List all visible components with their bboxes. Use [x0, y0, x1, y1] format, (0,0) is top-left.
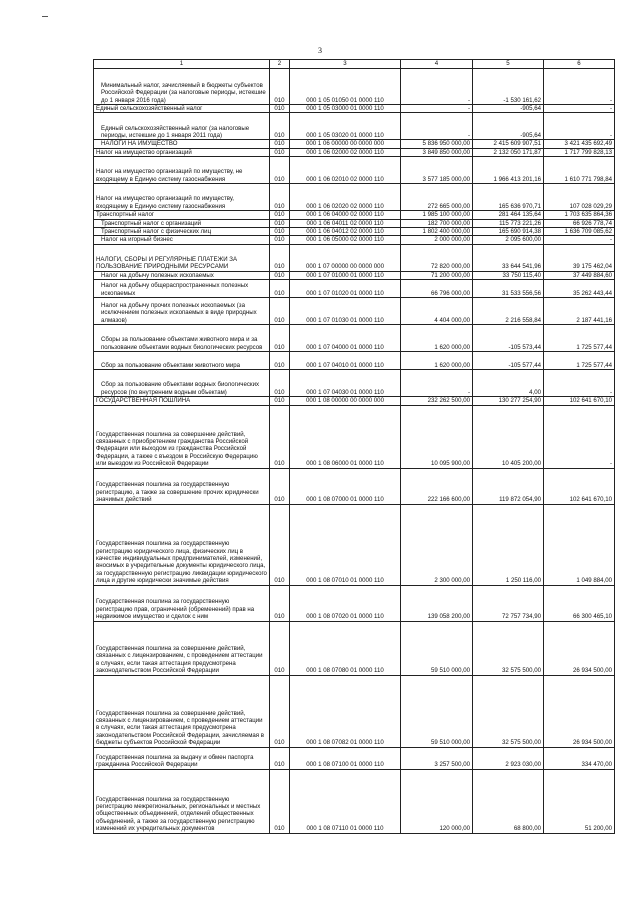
row-approved: - — [401, 105, 473, 113]
row-name: Государственная пошлина за совершение действий, связанных с приобретением гражданства Российской Федерации или выходом из гражданства Российской Федерации, а также с въездом в Российскую Федерацию или выездом из Российской Федерации — [94, 405, 270, 468]
table-row — [94, 236, 615, 244]
row-approved: 66 796 000,00 — [401, 280, 473, 298]
row-name: Государственная пошлина за выдачу и обмен паспорта гражданина Российской Федерации — [94, 747, 270, 769]
table-row — [94, 397, 615, 405]
row-income-code: 000 1 06 02010 02 0000 110 — [290, 157, 401, 184]
row-line-code: 010 — [270, 585, 290, 621]
table-row — [94, 184, 615, 211]
row-unexecuted: 37 449 884,60 — [544, 271, 615, 279]
row-approved: 3 577 185 000,00 — [401, 157, 473, 184]
page-number: 3 — [318, 46, 322, 55]
row-income-code: 000 1 08 07082 01 0000 110 — [290, 675, 401, 747]
table-row — [94, 325, 615, 352]
row-name: Налог на игорный бизнес — [94, 236, 270, 244]
row-approved: 222 166 600,00 — [401, 468, 473, 504]
column-header: 4 — [401, 60, 473, 69]
row-name: Государственная пошлина за государственную регистрацию прав, ограничений (обременений) прав на недвижимое имущество и сделок с ним — [94, 585, 270, 621]
row-unexecuted: - — [544, 236, 615, 244]
row-approved: 182 700 000,00 — [401, 219, 473, 227]
row-approved: 3 257 500,00 — [401, 747, 473, 769]
table-row — [94, 157, 615, 184]
row-approved: 10 095 900,00 — [401, 405, 473, 468]
row-unexecuted: - — [544, 405, 615, 468]
row-income-code: 000 1 08 00000 00 0000 000 — [290, 397, 401, 405]
row-executed: 130 277 254,90 — [473, 397, 544, 405]
row-executed: 2 216 558,84 — [473, 298, 544, 325]
row-name: Транспортный налог — [94, 211, 270, 219]
table-row — [94, 244, 615, 271]
row-line-code: 010 — [270, 621, 290, 675]
row-income-code: 000 1 06 02000 02 0000 110 — [290, 148, 401, 156]
row-name: Налог на имущество организаций — [94, 148, 270, 156]
table-row — [94, 468, 615, 504]
page-mark — [42, 16, 48, 17]
table-row — [94, 140, 615, 148]
row-approved: 272 665 000,00 — [401, 184, 473, 211]
row-income-code: 000 1 06 00000 00 0000 000 — [290, 140, 401, 148]
row-unexecuted: 1 610 771 798,84 — [544, 157, 615, 184]
row-executed: 32 575 500,00 — [473, 621, 544, 675]
table-row — [94, 228, 615, 236]
table-row — [94, 105, 615, 113]
row-executed: 33 644 541,96 — [473, 244, 544, 271]
row-unexecuted: 1 717 799 828,13 — [544, 148, 615, 156]
row-income-code: 000 1 07 01000 01 0000 110 — [290, 271, 401, 279]
row-line-code: 010 — [270, 244, 290, 271]
row-name: Государственная пошлина за государственную регистрацию межрегиональных, региональных и местных общественных объединений, отделений общественных объединений, а также за государственную регистрацию изменений их учредительных документов — [94, 769, 270, 833]
table-row — [94, 271, 615, 279]
row-name: Государственная пошлина за совершение действий, связанных с лицензированием, с проведением аттестации в случаях, если такая аттестация предусмотрена законодательством Российской Федерации, зачисляемая в бюджеты субъектов Российской Федерации — [94, 675, 270, 747]
row-income-code: 000 1 08 07100 01 0000 110 — [290, 747, 401, 769]
row-line-code: 010 — [270, 219, 290, 227]
row-unexecuted: 102 641 670,10 — [544, 468, 615, 504]
row-approved: 4 404 000,00 — [401, 298, 473, 325]
row-unexecuted: - — [544, 105, 615, 113]
row-line-code: 010 — [270, 352, 290, 370]
row-executed: 72 757 734,90 — [473, 585, 544, 621]
row-unexecuted: 26 934 500,00 — [544, 675, 615, 747]
row-executed: -105 577,44 — [473, 352, 544, 370]
column-header: 1 — [94, 60, 270, 69]
row-income-code: 000 1 05 01050 01 0000 110 — [290, 69, 401, 105]
row-line-code: 010 — [270, 211, 290, 219]
row-unexecuted: 3 421 435 692,49 — [544, 140, 615, 148]
budget-table — [93, 59, 615, 834]
table-row — [94, 585, 615, 621]
row-line-code: 010 — [270, 370, 290, 397]
row-income-code: 000 1 08 06000 01 0000 110 — [290, 405, 401, 468]
row-approved: 2 000 000,00 — [401, 236, 473, 244]
row-approved: 3 849 850 000,00 — [401, 148, 473, 156]
row-executed: 33 750 115,40 — [473, 271, 544, 279]
row-executed: 2 095 600,00 — [473, 236, 544, 244]
row-name: Государственная пошлина за совершение действий, связанных с лицензированием, с проведением аттестации в случаях, если такая аттестация предусмотрена законодательством Российской Федерации — [94, 621, 270, 675]
row-line-code: 010 — [270, 405, 290, 468]
table-row — [94, 113, 615, 140]
row-name: Налог на имущество организаций по имуществу, входящему в Единую систему газоснабжения — [94, 184, 270, 211]
row-executed: 31 533 556,56 — [473, 280, 544, 298]
table-row — [94, 747, 615, 769]
row-unexecuted: 2 187 441,16 — [544, 298, 615, 325]
row-approved: 2 300 000,00 — [401, 504, 473, 585]
row-unexecuted: - — [544, 69, 615, 105]
row-approved: 72 820 000,00 — [401, 244, 473, 271]
row-approved: 59 510 000,00 — [401, 675, 473, 747]
row-unexecuted: - — [544, 113, 615, 140]
table-row — [94, 280, 615, 298]
row-executed: 281 464 135,64 — [473, 211, 544, 219]
row-name: Транспортный налог с физических лиц — [94, 228, 270, 236]
column-header: 2 — [270, 60, 290, 69]
row-executed: 119 872 054,90 — [473, 468, 544, 504]
row-unexecuted: 102 641 670,10 — [544, 397, 615, 405]
row-line-code: 010 — [270, 184, 290, 211]
table-row — [94, 298, 615, 325]
row-line-code: 010 — [270, 271, 290, 279]
row-executed: 2 923 030,00 — [473, 747, 544, 769]
row-income-code: 000 1 05 03000 01 0000 110 — [290, 105, 401, 113]
row-line-code: 010 — [270, 769, 290, 833]
row-line-code: 010 — [270, 148, 290, 156]
row-line-code: 010 — [270, 747, 290, 769]
table-row — [94, 219, 615, 227]
row-unexecuted: 35 262 443,44 — [544, 280, 615, 298]
row-line-code: 010 — [270, 298, 290, 325]
row-income-code: 000 1 08 07080 01 0000 110 — [290, 621, 401, 675]
table-row — [94, 352, 615, 370]
row-income-code: 000 1 07 04010 01 0000 110 — [290, 352, 401, 370]
row-name: Сбор за пользование объектами животного мира — [94, 352, 270, 370]
row-income-code: 000 1 07 04000 01 0000 110 — [290, 325, 401, 352]
row-executed: -905,64 — [473, 113, 544, 140]
row-executed: -105 573,44 — [473, 325, 544, 352]
row-unexecuted: 1 725 577,44 — [544, 325, 615, 352]
row-name: Налог на добычу общераспространенных полезных ископаемых — [94, 280, 270, 298]
table-row — [94, 769, 615, 833]
row-name: Сборы за пользование объектами животного мира и за пользование объектами водных биологических ресурсов — [94, 325, 270, 352]
row-line-code: 010 — [270, 69, 290, 105]
row-income-code: 000 1 07 04030 01 0000 110 — [290, 370, 401, 397]
row-name: Государственная пошлина за государственную регистрацию, а также за совершение прочих юридически значимых действий — [94, 468, 270, 504]
row-approved: 139 058 200,00 — [401, 585, 473, 621]
row-income-code: 000 1 05 03020 01 0000 110 — [290, 113, 401, 140]
table-row — [94, 69, 615, 105]
row-name: Налог на имущество организаций по имуществу, не входящему в Единую систему газоснабжения — [94, 157, 270, 184]
row-line-code: 010 — [270, 280, 290, 298]
row-income-code: 000 1 08 07010 01 0000 110 — [290, 504, 401, 585]
row-executed: 2 132 050 171,87 — [473, 148, 544, 156]
table-row — [94, 370, 615, 397]
row-name: Единый сельскохозяйственный налог — [94, 105, 270, 113]
row-approved: 232 262 500,00 — [401, 397, 473, 405]
row-line-code: 010 — [270, 113, 290, 140]
row-executed: 2 415 609 907,51 — [473, 140, 544, 148]
row-approved: 1 985 100 000,00 — [401, 211, 473, 219]
header-row — [94, 60, 615, 69]
row-income-code: 000 1 07 01030 01 0000 110 — [290, 298, 401, 325]
row-approved: 1 620 000,00 — [401, 352, 473, 370]
row-line-code: 010 — [270, 157, 290, 184]
row-line-code: 010 — [270, 504, 290, 585]
table-row — [94, 405, 615, 468]
row-executed: 10 405 200,00 — [473, 405, 544, 468]
row-executed: 115 773 221,26 — [473, 219, 544, 227]
row-approved: 1 802 400 000,00 — [401, 228, 473, 236]
row-executed: 1 966 413 201,16 — [473, 157, 544, 184]
row-name: Сбор за пользование объектами водных биологических ресурсов (по внутренним водным объектам) — [94, 370, 270, 397]
row-executed: 68 800,00 — [473, 769, 544, 833]
row-income-code: 000 1 08 07020 01 0000 110 — [290, 585, 401, 621]
row-executed: 165 636 970,71 — [473, 184, 544, 211]
row-income-code: 000 1 08 07000 01 0000 110 — [290, 468, 401, 504]
row-executed: 4,00 — [473, 370, 544, 397]
row-income-code: 000 1 06 05000 02 0000 110 — [290, 236, 401, 244]
row-unexecuted: 26 934 500,00 — [544, 621, 615, 675]
row-name: НАЛОГИ НА ИМУЩЕСТВО — [94, 140, 270, 148]
row-name: НАЛОГИ, СБОРЫ И РЕГУЛЯРНЫЕ ПЛАТЕЖИ ЗА ПОЛЬЗОВАНИЕ ПРИРОДНЫМИ РЕСУРСАМИ — [94, 244, 270, 271]
row-line-code: 010 — [270, 228, 290, 236]
row-unexecuted: 1 703 635 864,36 — [544, 211, 615, 219]
row-approved: - — [401, 370, 473, 397]
row-income-code: 000 1 08 07110 01 0000 110 — [290, 769, 401, 833]
row-approved: 5 836 950 000,00 — [401, 140, 473, 148]
row-name: Единый сельскохозяйственный налог (за налоговые периоды, истекшие до 1 января 2011 года) — [94, 113, 270, 140]
row-income-code: 000 1 06 04000 02 0000 110 — [290, 211, 401, 219]
row-executed: 165 690 914,38 — [473, 228, 544, 236]
row-income-code: 000 1 06 02020 02 0000 110 — [290, 184, 401, 211]
table-row — [94, 504, 615, 585]
row-income-code: 000 1 07 01020 01 0000 110 — [290, 280, 401, 298]
table-row — [94, 148, 615, 156]
row-approved: 59 510 000,00 — [401, 621, 473, 675]
row-income-code: 000 1 06 04011 02 0000 110 — [290, 219, 401, 227]
row-unexecuted: 66 926 778,74 — [544, 219, 615, 227]
row-income-code: 000 1 06 04012 02 0000 110 — [290, 228, 401, 236]
column-header: 6 — [544, 60, 615, 69]
table-row — [94, 675, 615, 747]
row-unexecuted: 66 300 465,10 — [544, 585, 615, 621]
row-name: ГОСУДАРСТВЕННАЯ ПОШЛИНА — [94, 397, 270, 405]
row-line-code: 010 — [270, 675, 290, 747]
row-name: Государственная пошлина за государственную регистрацию юридического лица, физических лиц в качестве индивидуальных предпринимателей, изменений, вносимых в учредительные документы юридического лица, за государственную регистрацию ликвидации юридического лица и другие юридически значимые действия — [94, 504, 270, 585]
row-executed: 32 575 500,00 — [473, 675, 544, 747]
row-line-code: 010 — [270, 140, 290, 148]
row-unexecuted: 1 725 577,44 — [544, 352, 615, 370]
row-unexecuted: 1 049 884,00 — [544, 504, 615, 585]
row-line-code: 010 — [270, 236, 290, 244]
row-name: Минимальный налог, зачисляемый в бюджеты субъектов Российской Федерации (за налоговые периоды, истекшие до 1 января 2016 года) — [94, 69, 270, 105]
row-line-code: 010 — [270, 105, 290, 113]
row-line-code: 010 — [270, 325, 290, 352]
row-line-code: 010 — [270, 397, 290, 405]
table-row — [94, 211, 615, 219]
row-approved: 120 000,00 — [401, 769, 473, 833]
row-approved: 71 200 000,00 — [401, 271, 473, 279]
row-name: Транспортный налог с организаций — [94, 219, 270, 227]
row-executed: -905,64 — [473, 105, 544, 113]
row-unexecuted: 334 470,00 — [544, 747, 615, 769]
row-unexecuted: 39 175 462,04 — [544, 244, 615, 271]
row-approved: - — [401, 113, 473, 140]
row-line-code: 010 — [270, 468, 290, 504]
table-row — [94, 621, 615, 675]
row-unexecuted: 1 636 709 085,62 — [544, 228, 615, 236]
column-header: 5 — [473, 60, 544, 69]
row-executed: 1 250 116,00 — [473, 504, 544, 585]
row-name: Налог на добычу прочих полезных ископаемых (за исключением полезных ископаемых в виде природных алмазов) — [94, 298, 270, 325]
row-unexecuted: 107 028 029,29 — [544, 184, 615, 211]
row-unexecuted: - — [544, 370, 615, 397]
column-header: 3 — [290, 60, 401, 69]
row-income-code: 000 1 07 00000 00 0000 000 — [290, 244, 401, 271]
row-name: Налог на добычу полезных ископаемых — [94, 271, 270, 279]
row-executed: -1 530 161,62 — [473, 69, 544, 105]
row-approved: 1 620 000,00 — [401, 325, 473, 352]
row-approved: - — [401, 69, 473, 105]
row-unexecuted: 51 200,00 — [544, 769, 615, 833]
